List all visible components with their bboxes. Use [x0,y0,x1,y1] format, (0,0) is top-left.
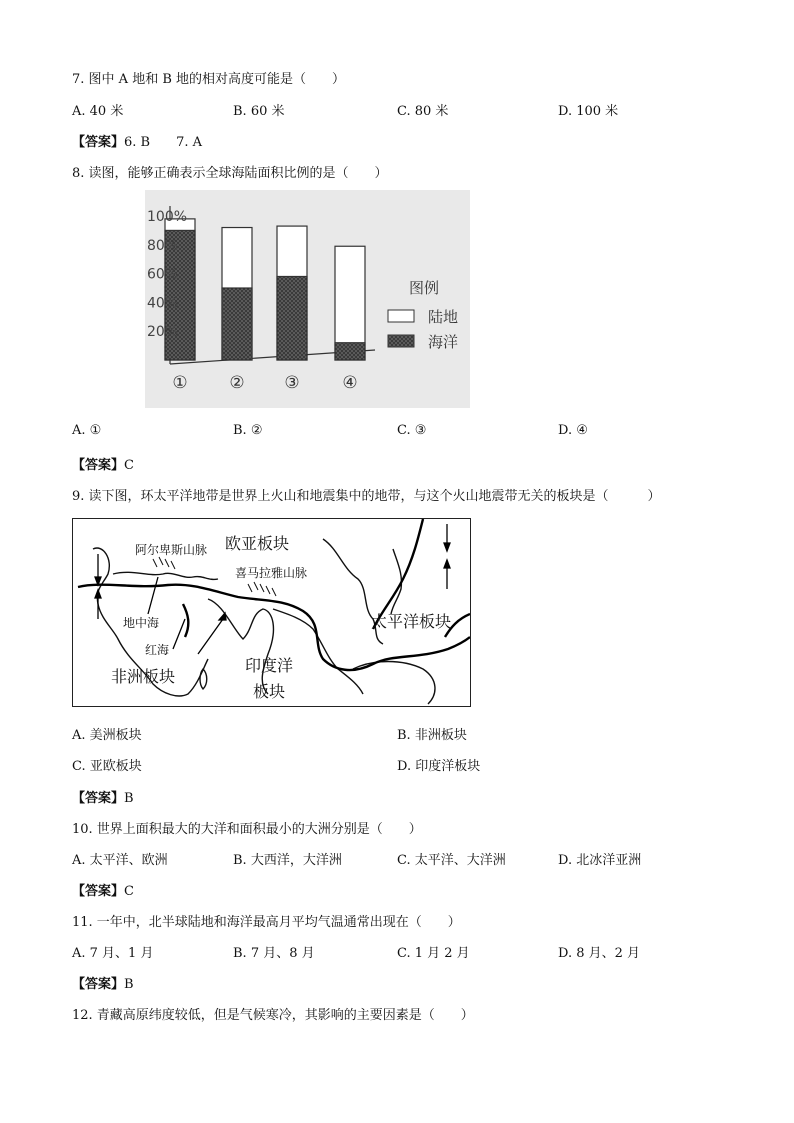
question-9-stem: 9. 读下图，环太平洋地带是世界上火山和地震集中的地带，与这个火山地震带无关的板块是（ ） [72,489,661,504]
arrow-head-atlantic-s [95,590,101,598]
q10-answer [72,880,134,899]
label-african-plate: 非洲板块 [111,667,176,686]
q9-option-d[interactable]: D. 印度洋板块 [397,759,481,774]
answer-value: C [124,458,134,473]
arrow-red-sea [173,619,185,649]
q7-option-b[interactable]: B. 60 米 [233,104,285,119]
q9-option-c[interactable]: C. 亚欧板块 [72,759,142,774]
madagascar [200,669,207,689]
q8-option-b[interactable]: B. ② [233,423,263,438]
label-red-sea: 红海 [145,643,170,657]
plate-map-svg [73,519,470,706]
y-tick-label: 40% [147,295,179,312]
question-7-stem: 7. 图中 A 地和 B 地的相对高度可能是（ ） [72,72,346,87]
legend-swatch-sea [388,335,414,347]
southeast-asia-coast [273,609,363,694]
q10-option-a[interactable]: A. 太平洋、欧洲 [72,853,168,868]
q7-answer [72,131,202,150]
q8-answer [72,454,134,473]
q10-option-c[interactable]: C. 太平洋、大洋洲 [397,853,506,868]
q11-answer [72,973,134,992]
label-plate: 板块 [253,682,286,701]
plate-map [72,518,471,707]
label-eurasian-plate: 欧亚板块 [225,534,290,553]
arrow-indian-plate [198,619,223,654]
y-tick-label: 80% [147,237,179,254]
arrow-mediterranean [148,577,158,614]
question-10-stem: 10. 世界上面积最大的大洋和面积最小的大洲分别是（ ） [72,822,422,837]
label-indian-ocean: 印度洋 [245,656,294,675]
label-himalaya: 喜马拉雅山脉 [235,566,308,580]
y-tick-label: 100% [147,209,188,225]
bar-chart-svg [145,190,470,408]
answer-value: B [124,977,134,992]
q9-option-a[interactable]: A. 美洲板块 [72,728,142,743]
legend-swatch-land [388,310,414,322]
answer-label: 【答案】 [72,884,125,899]
q8-option-c[interactable]: C. ③ [397,423,427,438]
answer-label: 【答案】 [72,791,125,806]
category-label: ① [172,373,188,393]
q8-option-d[interactable]: D. ④ [558,423,588,438]
category-label: ④ [342,373,358,393]
q7-option-c[interactable]: C. 80 米 [397,104,449,119]
answer-value: C [124,884,134,899]
question-12-stem: 12. 青藏高原纬度较低，但是气候寒冷，其影响的主要因素是（ ） [72,1008,474,1023]
q11-option-a[interactable]: A. 7 月、1 月 [72,946,154,961]
label-pacific-plate: 太平洋板块 [371,612,452,631]
label-alps: 阿尔卑斯山脉 [135,543,208,557]
q7-option-a[interactable]: A. 40 米 [72,104,124,119]
question-8-stem: 8. 读图，能够正确表示全球海陆面积比例的是（ ） [72,166,388,181]
label-mediterranean: 地中海 [123,616,160,630]
y-tick-label: 20% [147,324,179,341]
category-label: ③ [284,373,300,393]
bar-sea [222,288,252,360]
q7-option-d[interactable]: D. 100 米 [558,104,619,119]
q9-answer [72,787,134,806]
bar-sea [277,276,307,360]
sea-land-bar-chart [145,190,470,408]
q11-option-c[interactable]: C. 1 月 2 月 [397,946,470,961]
legend-title: 图例 [409,279,440,297]
arabia-india-coast [208,599,273,694]
alps-hatch [153,557,175,569]
q11-option-d[interactable]: D. 8 月、2 月 [558,946,641,961]
europe-coast [113,572,218,579]
q10-option-d[interactable]: D. 北冰洋亚洲 [558,853,642,868]
answer-value: 6. B 7. A [124,135,203,150]
y-tick-label: 60% [147,266,179,283]
q9-option-b[interactable]: B. 非洲板块 [397,728,467,743]
q11-option-b[interactable]: B. 7 月、8 月 [233,946,315,961]
q8-option-a[interactable]: A. ① [72,423,102,438]
category-label: ② [229,373,245,393]
bar-sea [335,343,365,360]
arrow-head-pacific-n [444,543,450,551]
answer-value: B [124,791,134,806]
legend-label-sea: 海洋 [428,333,459,351]
legend-label-land: 陆地 [428,308,459,326]
himalaya-hatch [248,582,276,596]
q10-option-b[interactable]: B. 大西洋，大洋洲 [233,853,342,868]
question-11-stem: 11. 一年中，北半球陆地和海洋最高月平均气温通常出现在（ ） [72,915,461,930]
answer-label: 【答案】 [72,977,125,992]
arrow-head-pacific-s [444,560,450,568]
japan-arc [391,549,401,614]
answer-label: 【答案】 [72,458,125,473]
arrow-head-indian-plate [219,613,226,620]
answer-label: 【答案】 [72,135,125,150]
